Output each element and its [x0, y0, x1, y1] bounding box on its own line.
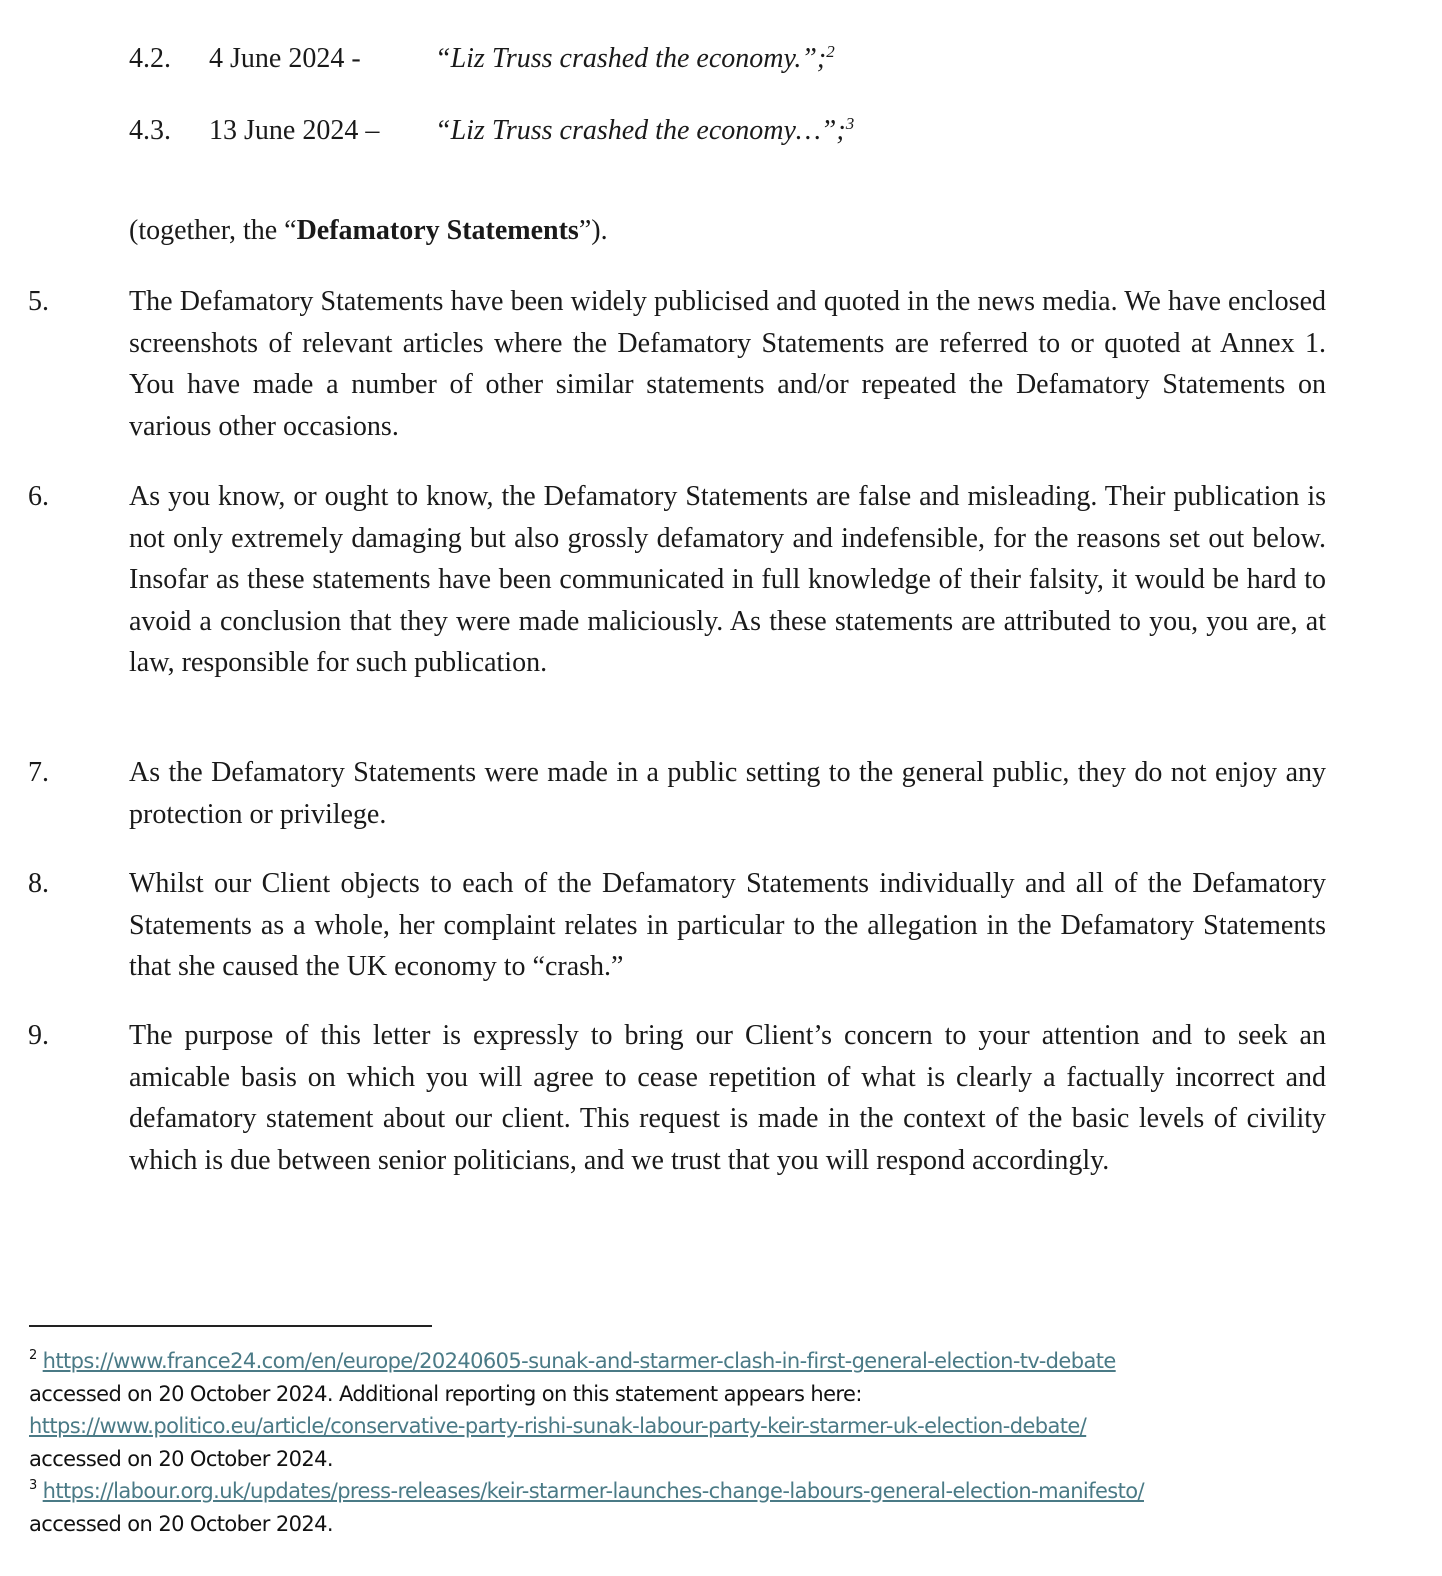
defined-term: Defamatory Statements	[296, 215, 579, 246]
footnote-marker: 3	[29, 1478, 37, 1493]
sub-item-quote	[435, 114, 854, 148]
sub-item-date: 13 June 2024 –	[209, 115, 380, 146]
paragraph-text: The purpose of this letter is expressly to bring our Client’s concern to your attention and to seek an amicable basis on which you will agree to cease repetition of what is clearly a factually incorrect and defamatory statement about our client. This request is made in the context of the basic levels of civility which is due between senior politicians, and we trust that you will respond accordingly.	[129, 1020, 1326, 1176]
footnote-link-france24[interactable]: https://www.france24.com/en/europe/20240605-sunak-and-starmer-clash-in-first-general-election-tv-debate	[42, 1349, 1116, 1373]
paragraph-text: The Defamatory Statements have been widely publicised and quoted in the news media. We have enclosed screenshots of relevant articles where the Defamatory Statements are referred to or quoted at Annex 1. You have made a number of other similar statements and/or repeated the Defamatory Statements on various other occasions.	[129, 286, 1326, 442]
sub-item-number: 4.2.	[129, 43, 171, 74]
footnote-2-line-4: accessed on 20 October 2024.	[29, 1446, 333, 1471]
paragraph-text: Whilst our Client objects to each of the Defamatory Statements individually and all of the Defamatory Statements as a whole, her complaint relates in particular to the allegation in the Defamatory Statements that she caused the UK economy to “crash.”	[129, 868, 1326, 982]
paragraph-text: As you know, or ought to know, the Defamatory Statements are false and misleading. Their publication is not only extremely damaging but also grossly defamatory and indefensible, for the reasons set out below. Insofar as these statements have been communicated in full knowledge of their falsity, it would be hard to avoid a conclusion that they were made maliciously. As these statements are attributed to you, you are, at law, responsible for such publication.	[129, 481, 1326, 678]
footnote-2-line-3	[29, 1410, 1429, 1443]
paragraph-number: 8.	[28, 868, 49, 899]
defined-term-sentence	[129, 214, 608, 248]
sub-item-date: 4 June 2024 -	[209, 43, 361, 74]
paragraph-number: 5.	[28, 286, 49, 317]
footnote-ref[interactable]: 3	[845, 114, 855, 133]
quote-text: “Liz Truss crashed the economy…”;	[435, 115, 846, 146]
paragraph-number: 6.	[28, 481, 49, 512]
footnote-link-politico[interactable]: https://www.politico.eu/article/conservative-party-rishi-sunak-labour-party-keir-starmer-uk-election-debate/	[29, 1414, 1087, 1438]
footnote-3-line-2: accessed on 20 October 2024.	[29, 1511, 333, 1536]
footnote-marker: 2	[29, 1348, 37, 1363]
paragraph-text: As the Defamatory Statements were made in a public setting to the general public, they do not enjoy any protection or privilege.	[129, 757, 1326, 830]
quote-text: “Liz Truss crashed the economy.”;	[435, 43, 827, 74]
footnote-ref[interactable]: 2	[826, 42, 835, 61]
footnote-link-labour[interactable]: https://labour.org.uk/updates/press-releases/keir-starmer-launches-change-labours-general-election-manifesto/	[42, 1479, 1144, 1503]
footnote-separator	[29, 1325, 432, 1327]
footnote-2-line-1	[29, 1345, 1429, 1378]
sub-item-quote	[435, 42, 835, 76]
footnote-3-line-1	[29, 1475, 1429, 1508]
sub-item-number: 4.3.	[129, 115, 171, 146]
paragraph-number: 7.	[28, 757, 49, 788]
footnotes	[29, 1345, 1429, 1540]
footnote-2-line-2: accessed on 20 October 2024. Additional reporting on this statement appears here:	[29, 1381, 862, 1406]
together-suffix: ”).	[578, 215, 608, 246]
paragraph-number: 9.	[28, 1020, 49, 1051]
together-prefix: (together, the “	[129, 215, 297, 246]
